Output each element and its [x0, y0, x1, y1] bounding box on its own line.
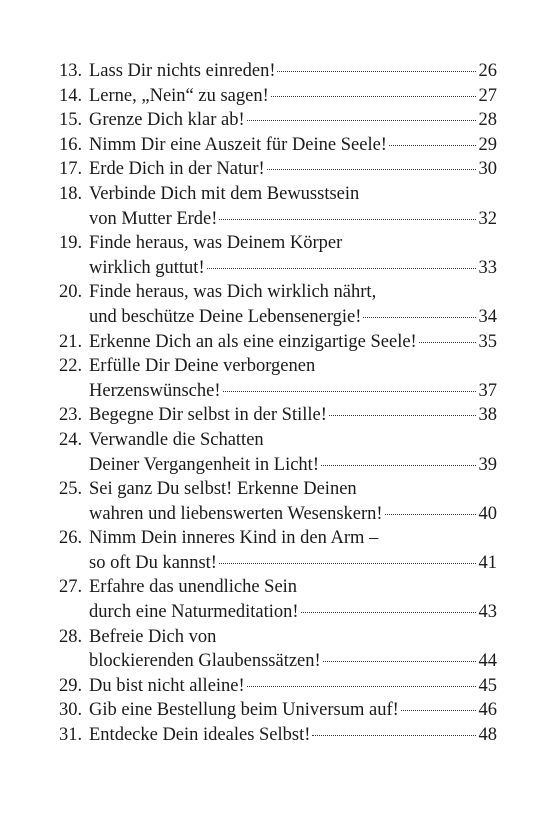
dot-leader [247, 120, 476, 121]
toc-entry-title: Nimm Dir eine Auszeit für Deine Seele! [89, 134, 387, 155]
dot-leader [323, 661, 476, 662]
toc-entry [59, 182, 497, 231]
toc-entry-title: Deiner Vergangenheit in Licht! [89, 454, 319, 475]
dot-leader [271, 96, 476, 97]
toc-entry-title-line: Befreie Dich von [89, 626, 217, 647]
toc-page-number: 44 [478, 651, 497, 672]
toc-entry-title-row [89, 305, 497, 330]
toc-entry-title-row [89, 502, 497, 527]
toc-entry-number: 16. [59, 134, 83, 155]
toc-entry-title: so oft Du kannst! [89, 552, 217, 573]
toc-entry-number: 13. [59, 61, 83, 81]
toc-entry-title-line: Verbinde Dich mit dem Bewusstsein [89, 183, 360, 204]
toc-entry [59, 231, 497, 280]
toc-page-number: 48 [478, 725, 497, 746]
toc-entry-number: 25. [59, 479, 83, 500]
toc-entry-title-row [89, 133, 497, 158]
toc-entry-title-row [89, 207, 497, 232]
toc-page-number: 39 [478, 454, 497, 475]
toc-entry-number: 23. [59, 405, 83, 426]
toc-entry [59, 59, 497, 84]
toc-entry-number: 29. [59, 675, 83, 696]
toc-entry-number: 27. [59, 577, 83, 598]
toc-entry-title: blockierenden Glaubenssätzen! [89, 651, 321, 672]
toc-entry [59, 354, 497, 403]
dot-leader [301, 612, 476, 613]
dot-leader [401, 710, 476, 711]
toc-entry [59, 403, 497, 428]
toc-entry-number: 20. [59, 282, 83, 303]
toc-entry-title-line: Finde heraus, was Deinem Körper [89, 233, 343, 254]
dot-leader [267, 169, 476, 170]
toc-entry-title-row [89, 600, 497, 625]
toc-page-number: 45 [478, 675, 497, 696]
toc-entry-title-line: Sei ganz Du selbst! Erkenne Deinen [89, 479, 357, 500]
toc-entry-title-line: Erfahre das unendliche Sein [89, 577, 298, 598]
toc-entry [59, 674, 497, 699]
toc-page-number: 46 [478, 700, 497, 721]
toc-page-number: 43 [478, 602, 497, 623]
toc-entry-title: Entdecke Dein ideales Selbst! [89, 725, 311, 746]
dot-leader [312, 735, 475, 736]
toc-page-number: 35 [478, 331, 497, 352]
toc-entry [59, 157, 497, 182]
toc-entry-title-row [89, 84, 497, 109]
toc-entry-title: Gib eine Bestellung beim Universum auf! [89, 700, 399, 721]
toc-page-number: 41 [478, 552, 497, 573]
toc-entry [59, 723, 497, 748]
toc-entry-title-row [89, 59, 497, 84]
toc-entry [59, 330, 497, 355]
toc-entry-title: Lass Dir nichts einreden! [89, 61, 276, 81]
toc-entry-title: Erde Dich in der Natur! [89, 159, 265, 180]
toc-entry [59, 108, 497, 133]
toc-entry [59, 428, 497, 477]
dot-leader [207, 268, 476, 269]
toc-entry-title-line: Verwandle die Schatten [89, 429, 264, 450]
toc-entry-title-row [89, 674, 497, 699]
toc-entry-number: 14. [59, 85, 83, 106]
toc-page-number: 34 [478, 306, 497, 327]
toc-page-number: 29 [478, 134, 497, 155]
toc-page-number: 32 [478, 208, 497, 229]
toc-page-number: 27 [478, 85, 497, 106]
toc-entry [59, 84, 497, 109]
toc-entry [59, 133, 497, 158]
toc-entry-title: wirklich guttut! [89, 257, 205, 278]
toc-entry-number: 18. [59, 183, 83, 204]
toc-entry-title-row [89, 108, 497, 133]
toc-entry-title: Du bist nicht alleine! [89, 675, 245, 696]
toc-page-number: 30 [478, 159, 497, 180]
toc-entry-title-row [89, 330, 497, 355]
toc-entry-number: 17. [59, 159, 83, 180]
toc-entry-title-row [89, 157, 497, 182]
dot-leader [321, 465, 476, 466]
dot-leader [247, 686, 476, 687]
toc-entry-number: 28. [59, 626, 83, 647]
dot-leader [363, 317, 475, 318]
dot-leader [419, 342, 476, 343]
toc-page-number: 26 [478, 61, 497, 81]
toc-entry [59, 575, 497, 624]
toc-entry-title: Grenze Dich klar ab! [89, 110, 245, 131]
toc-entry-title: Begegne Dir selbst in der Stille! [89, 405, 327, 426]
dot-leader [219, 563, 476, 564]
toc-entry-title-row [89, 403, 497, 428]
toc-entry [59, 625, 497, 674]
dot-leader [385, 514, 476, 515]
toc-entry-title-row [89, 649, 497, 674]
toc-entry-title: Lerne, „Nein“ zu sagen! [89, 85, 269, 106]
toc-entry [59, 477, 497, 526]
toc-entry-title: Herzenswünsche! [89, 380, 221, 401]
toc-entry [59, 280, 497, 329]
dot-leader [223, 391, 476, 392]
dot-leader [219, 219, 475, 220]
toc-entry-title-line: Erfülle Dir Deine verborgenen [89, 356, 316, 377]
toc-entry-title-row [89, 723, 497, 748]
dot-leader [389, 145, 476, 146]
toc-entry-title: wahren und liebenswerten Wesenskern! [89, 503, 383, 524]
toc-entry-title: von Mutter Erde! [89, 208, 218, 229]
toc-entry-number: 26. [59, 528, 83, 549]
toc-entry-number: 21. [59, 331, 83, 352]
toc-entry-number: 31. [59, 725, 83, 746]
toc-entry-title-row [89, 256, 497, 281]
toc-entry-title-row [89, 379, 497, 404]
toc-entry-number: 15. [59, 110, 83, 131]
toc-entry-title: durch eine Naturmeditation! [89, 602, 299, 623]
table-of-contents [59, 59, 497, 748]
toc-entry-number: 30. [59, 700, 83, 721]
toc-page-number: 37 [478, 380, 497, 401]
toc-entry-title-line: Nimm Dein inneres Kind in den Arm – [89, 528, 379, 549]
toc-entry-number: 22. [59, 356, 83, 377]
toc-page-number: 33 [478, 257, 497, 278]
toc-entry-title: Erkenne Dich an als eine einzigartige Seele! [89, 331, 417, 352]
toc-entry-title-line: Finde heraus, was Dich wirklich nährt, [89, 282, 377, 303]
toc-entry-title-row [89, 453, 497, 478]
dot-leader [277, 71, 475, 72]
toc-entry [59, 526, 497, 575]
dot-leader [329, 415, 476, 416]
toc-entry-title: und beschütze Deine Lebensenergie! [89, 306, 362, 327]
toc-page-number: 40 [478, 503, 497, 524]
toc-entry-title-row [89, 551, 497, 576]
toc-entry-title-row [89, 698, 497, 723]
toc-page-number: 38 [478, 405, 497, 426]
toc-entry [59, 698, 497, 723]
toc-entry-number: 24. [59, 429, 83, 450]
toc-page-number: 28 [478, 110, 497, 131]
toc-entry-number: 19. [59, 233, 83, 254]
